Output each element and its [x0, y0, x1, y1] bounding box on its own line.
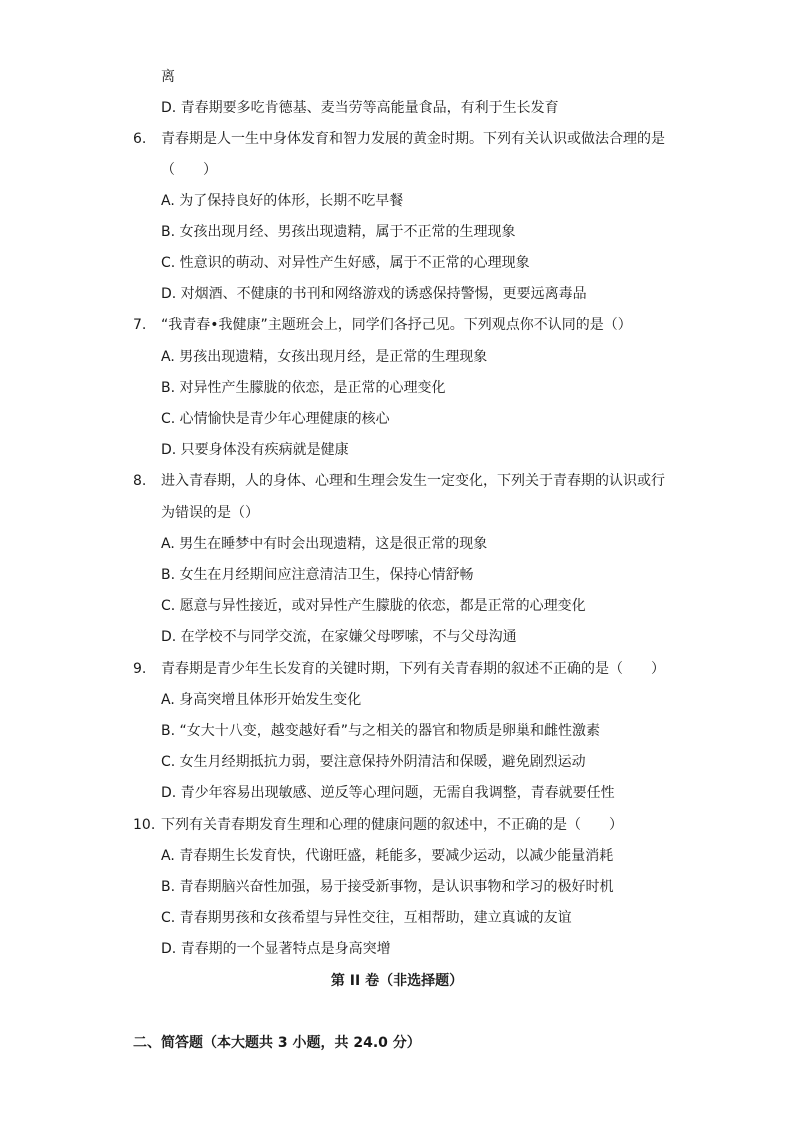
question-stem-line-1: 青春期是青少年生长发育的关键时期，下列有关青春期的叙述不正确的是（ ）: [161, 661, 665, 677]
option-b: B. 青春期脑兴奋性加强，易于接受新事物，是认识事物和学习的极好时机: [161, 879, 614, 895]
option-d: D. 青春期的一个显著特点是身高突增: [161, 941, 391, 957]
section-heading: 二、简答题（本大题共 3 小题，共 24.0 分）: [133, 1035, 421, 1051]
question-number: 9.: [133, 661, 147, 677]
section-title: 第 II 卷（非选择题）: [330, 973, 464, 989]
question-stem-line-2: （ ）: [161, 162, 217, 178]
question-stem-line-2: 为错误的是（）: [161, 505, 259, 521]
option-b: B. “女大十八变，越变越好看”与之相关的器官和物质是卵巢和雌性激素: [161, 723, 601, 739]
question-number: 10.: [133, 817, 156, 833]
option-a: A. 男孩出现遗精，女孩出现月经，是正常的生理现象: [161, 349, 488, 365]
question-stem-line-1: 进入青春期，人的身体、心理和生理会发生一定变化，下列关于青春期的认识或行: [161, 473, 665, 489]
option-a: A. 为了保持良好的体形，长期不吃早餐: [161, 193, 404, 209]
question-number: 7.: [133, 317, 147, 333]
option-b: B. 女孩出现月经、男孩出现遗精，属于不正常的生理现象: [161, 224, 516, 240]
continuation-option-d: D. 青春期要多吃肯德基、麦当劳等高能量食品，有利于生长发育: [161, 100, 559, 116]
option-a: A. 男生在睡梦中有时会出现遗精，这是很正常的现象: [161, 536, 488, 552]
question-number: 8.: [133, 473, 147, 489]
option-d: D. 只要身体没有疾病就是健康: [161, 442, 349, 458]
continuation-text: 离: [161, 69, 175, 85]
option-b: B. 女生在月经期间应注意清洁卫生，保持心情舒畅: [161, 567, 474, 583]
question-number: 6.: [133, 131, 147, 147]
question-stem-line-1: “我青春•我健康”主题班会上，同学们各抒己见。下列观点你不认同的是（）: [161, 317, 632, 333]
option-c: C. 女生月经期抵抗力弱，要注意保持外阴清洁和保暖，避免剧烈运动: [161, 754, 586, 770]
option-a: A. 身高突增且体形开始发生变化: [161, 692, 362, 708]
option-d: D. 青少年容易出现敏感、逆反等心理问题，无需自我调整，青春就要任性: [161, 785, 615, 801]
option-c: C. 愿意与异性接近，或对异性产生朦胧的依恋，都是正常的心理变化: [161, 598, 586, 614]
option-a: A. 青春期生长发育快，代谢旺盛，耗能多，要减少运动，以减少能量消耗: [161, 848, 614, 864]
option-c: C. 青春期男孩和女孩希望与异性交往，互相帮助，建立真诚的友谊: [161, 910, 572, 926]
question-stem-line-1: 青春期是人一生中身体发育和智力发展的黄金时期。下列有关认识或做法合理的是: [161, 131, 665, 147]
option-c: C. 性意识的萌动、对异性产生好感，属于不正常的心理现象: [161, 255, 530, 271]
option-d: D. 在学校不与同学交流，在家嫌父母啰嗦，不与父母沟通: [161, 629, 517, 645]
question-stem-line-1: 下列有关青春期发育生理和心理的健康问题的叙述中，不正确的是（ ）: [161, 817, 623, 833]
option-b: B. 对异性产生朦胧的依恋，是正常的心理变化: [161, 380, 446, 396]
option-c: C. 心情愉快是青少年心理健康的核心: [161, 411, 390, 427]
option-d: D. 对烟酒、不健康的书刊和网络游戏的诱惑保持警惕，更要远离毒品: [161, 286, 587, 302]
